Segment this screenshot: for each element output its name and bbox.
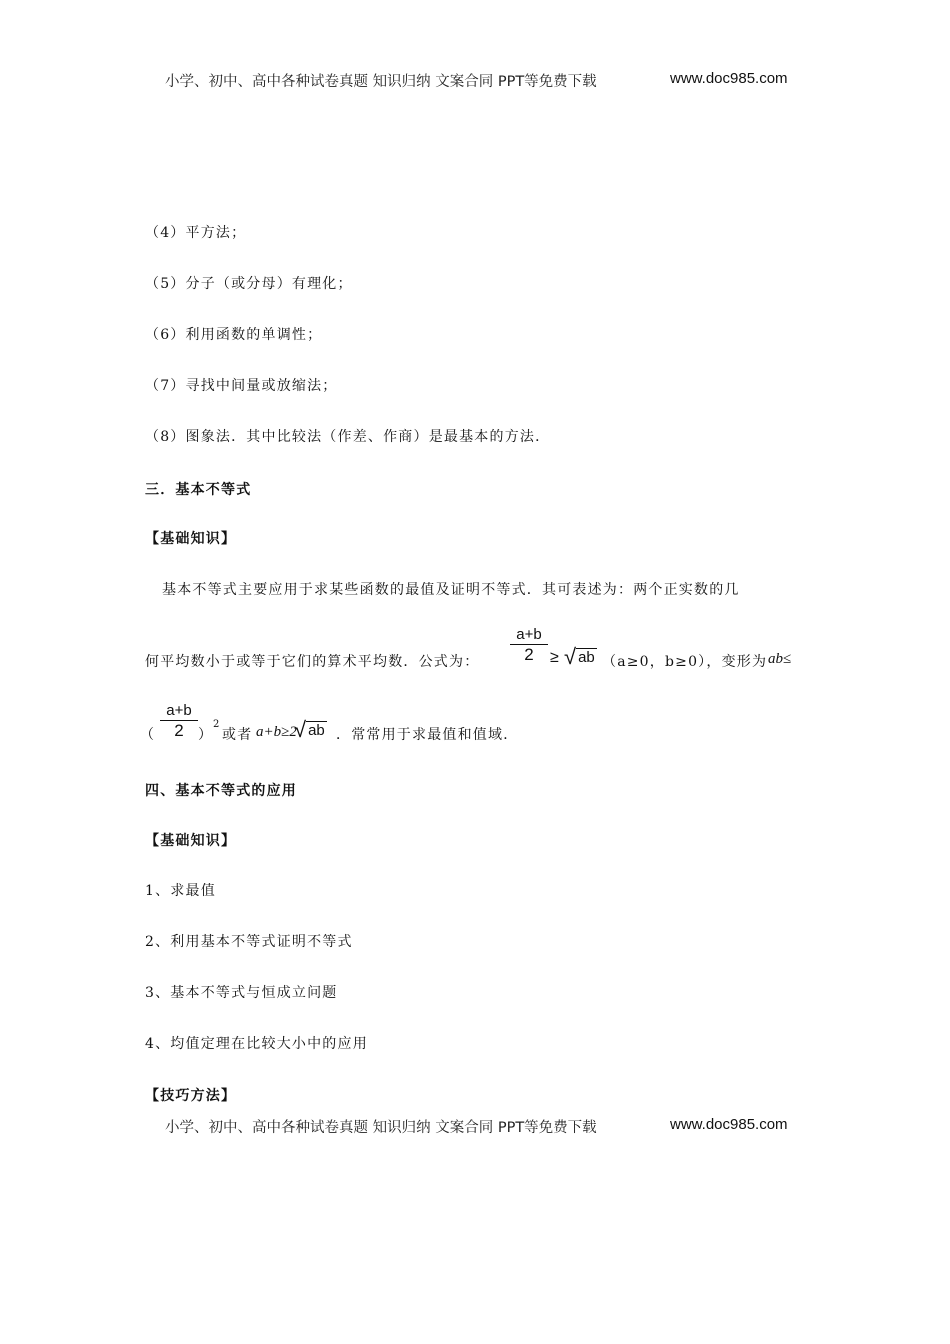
paren-close: ） — [198, 727, 214, 743]
list-item: （4）平方法； — [145, 225, 247, 241]
page-header — [165, 70, 597, 91]
footer-site-link[interactable]: www.doc985.com — [670, 1116, 788, 1133]
tail-text: ．常常用于求最值和值域． — [336, 727, 519, 743]
fraction-a-plus-b-over-2 — [510, 626, 548, 664]
section-title: 三．基本不等式 — [145, 482, 252, 498]
section-tag: 【基础知识】 — [145, 833, 237, 849]
fraction-a-plus-b-over-2-squared — [160, 702, 198, 740]
fraction-denominator: 2 — [524, 645, 534, 664]
or-text: 或者 — [222, 727, 253, 743]
fraction-numerator: a+b — [516, 626, 542, 643]
paragraph-lead: 何平均数小于或等于它们的算术平均数．公式为： — [145, 654, 480, 670]
paragraph: 基本不等式主要应用于求某些函数的最值及证明不等式．其可表述为：两个正实数的几 — [162, 582, 740, 598]
list-item: 1、求最值 — [145, 883, 216, 899]
fraction-numerator: a+b — [166, 702, 192, 719]
fraction-denominator: 2 — [174, 721, 184, 740]
section-tag: 【技巧方法】 — [145, 1088, 237, 1104]
ab-le: ab≤ — [768, 651, 792, 667]
list-item: （7）寻找中间量或放缩法； — [145, 378, 338, 394]
a-plus-b-ge-2: a+b≥2 — [256, 724, 297, 740]
list-item: （5）分子（或分母）有理化； — [145, 276, 353, 292]
list-item: （6）利用函数的单调性； — [145, 327, 323, 343]
sqrt-radicand: ab — [578, 649, 595, 666]
sqrt-symbol: √ — [564, 644, 577, 669]
list-item: 3、基本不等式与恒成立问题 — [145, 985, 338, 1001]
list-item: 4、均值定理在比较大小中的应用 — [145, 1036, 368, 1052]
sqrt-symbol: √ — [294, 717, 307, 742]
section-tag: 【基础知识】 — [145, 531, 237, 547]
ge-symbol: ≥ — [550, 649, 559, 666]
list-item: 2、利用基本不等式证明不等式 — [145, 934, 353, 950]
footer-text: 小学、初中、高中各种试卷真题 知识归纳 文案合同 PPT等免费下载 — [165, 1120, 597, 1136]
paren-open: （ — [140, 727, 156, 743]
list-item: （8）图象法．其中比较法（作差、作商）是最基本的方法． — [145, 429, 551, 445]
sqrt-ab-2 — [294, 717, 327, 743]
header-text: 小学、初中、高中各种试卷真题 知识归纳 文案合同 PPT等免费下载 — [165, 74, 597, 90]
sqrt-ab — [564, 644, 597, 670]
header-site-link[interactable]: www.doc985.com — [670, 70, 788, 87]
sqrt-radicand: ab — [308, 722, 325, 739]
page-footer — [165, 1116, 597, 1137]
superscript-2: 2 — [213, 719, 220, 730]
condition-text: （a≥0，b≥0），变形为 — [602, 654, 768, 670]
section-title: 四、基本不等式的应用 — [145, 783, 297, 799]
